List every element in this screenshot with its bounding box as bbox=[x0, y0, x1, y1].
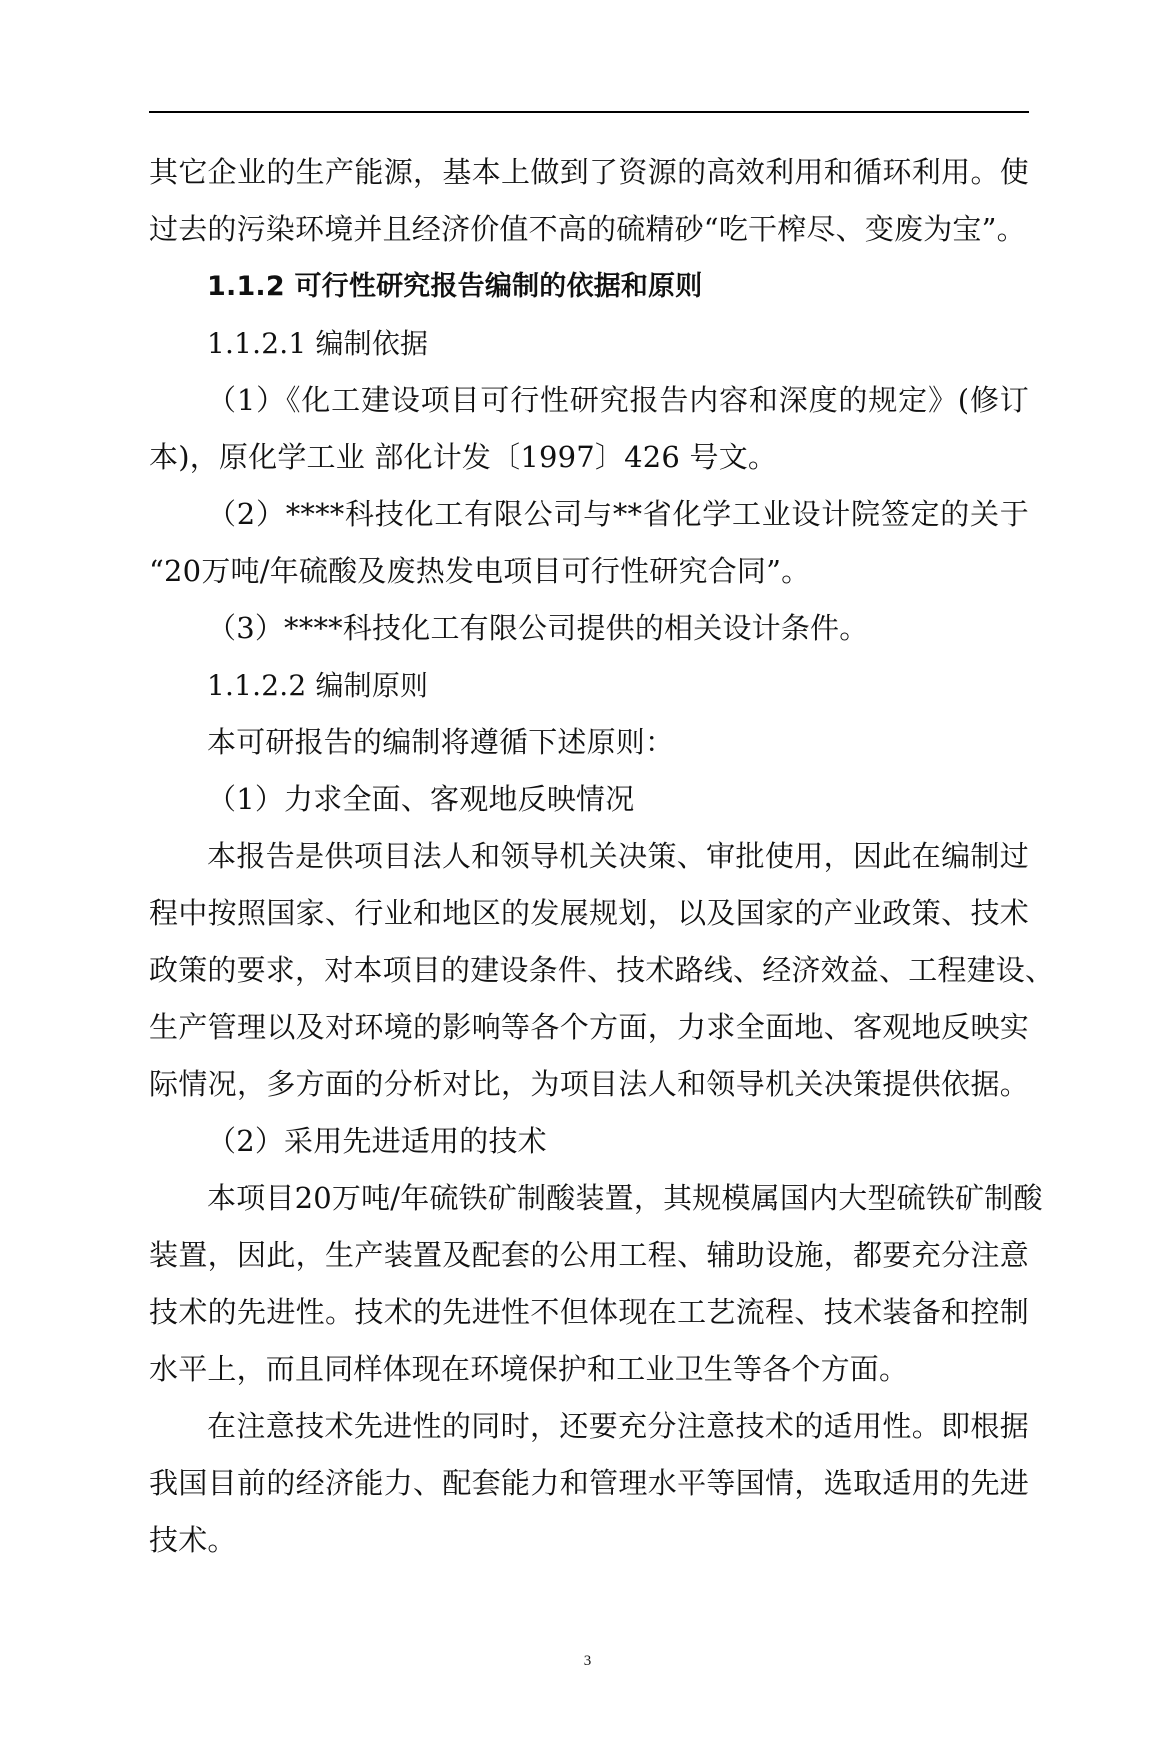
text-line: （2）****科技化工有限公司与**省化学工业设计院签定的关于 bbox=[207, 497, 1029, 531]
page-number: 3 bbox=[583, 1653, 592, 1669]
subsection-heading: 1.1.2.1 编制依据 bbox=[207, 327, 429, 360]
document-body bbox=[149, 155, 1055, 1583]
text-line: “20万吨/年硫酸及废热发电项目可行性研究合同”。 bbox=[149, 554, 811, 588]
text-line: 本)，原化学工业 部化计发〔1997〕426 号文。 bbox=[149, 440, 778, 474]
header-rule bbox=[149, 111, 1029, 113]
text-line: 政策的要求，对本项目的建设条件、技术路线、经济效益、工程建设、 bbox=[149, 953, 1055, 987]
section-heading: 1.1.2 可行性研究报告编制的依据和原则 bbox=[207, 271, 703, 302]
text-line: 装置，因此，生产装置及配套的公用工程、辅助设施，都要充分注意 bbox=[149, 1238, 1029, 1272]
text-line: 本项目20万吨/年硫铁矿制酸装置，其规模属国内大型硫铁矿制酸 bbox=[207, 1181, 1043, 1215]
text-line: 其它企业的生产能源，基本上做到了资源的高效利用和循环利用。使 bbox=[149, 155, 1029, 189]
text-line: 本可研报告的编制将遵循下述原则： bbox=[207, 725, 675, 759]
text-line: 过去的污染环境并且经济价值不高的硫精砂“吃干榨尽、变废为宝”。 bbox=[149, 212, 1026, 246]
text-line: 我国目前的经济能力、配套能力和管理水平等国情，选取适用的先进 bbox=[149, 1466, 1029, 1500]
text-line: （1）力求全面、客观地反映情况 bbox=[207, 782, 635, 816]
text-line: （3）****科技化工有限公司提供的相关设计条件。 bbox=[207, 611, 869, 645]
text-line: （2）采用先进适用的技术 bbox=[207, 1124, 547, 1158]
subsection-heading: 1.1.2.2 编制原则 bbox=[207, 669, 429, 702]
text-line: 本报告是供项目法人和领导机关决策、审批使用，因此在编制过 bbox=[207, 839, 1029, 873]
text-line: 技术的先进性。技术的先进性不但体现在工艺流程、技术装备和控制 bbox=[149, 1295, 1029, 1329]
text-line: 际情况，多方面的分析对比，为项目法人和领导机关决策提供依据。 bbox=[149, 1067, 1029, 1101]
text-line: 生产管理以及对环境的影响等各个方面，力求全面地、客观地反映实 bbox=[149, 1010, 1029, 1044]
text-line: （1）《化工建设项目可行性研究报告内容和深度的规定》(修订 bbox=[207, 383, 1029, 417]
text-line: 水平上，而且同样体现在环境保护和工业卫生等各个方面。 bbox=[149, 1352, 909, 1386]
text-line: 在注意技术先进性的同时，还要充分注意技术的适用性。即根据 bbox=[207, 1409, 1029, 1443]
text-line: 程中按照国家、行业和地区的发展规划，以及国家的产业政策、技术 bbox=[149, 896, 1029, 930]
text-line: 技术。 bbox=[149, 1523, 237, 1557]
